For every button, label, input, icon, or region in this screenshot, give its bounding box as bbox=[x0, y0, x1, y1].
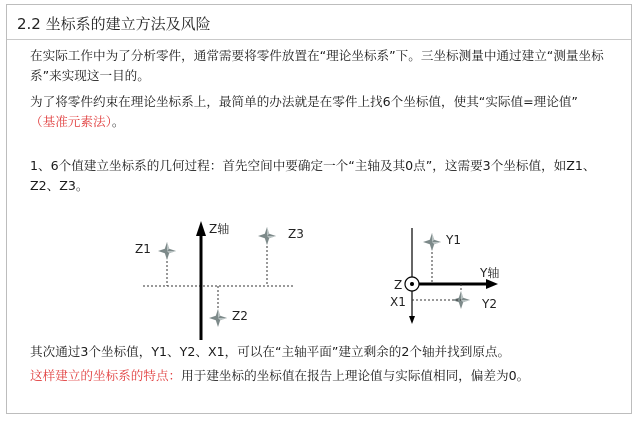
z-axis-label: Z轴 bbox=[209, 222, 230, 236]
z1-label: Z1 bbox=[135, 242, 151, 256]
z3-label: Z3 bbox=[288, 227, 304, 241]
z1-marker bbox=[158, 242, 176, 260]
y-axis-arrowhead bbox=[486, 279, 498, 289]
right-diagram bbox=[390, 228, 499, 324]
origin-dot bbox=[410, 282, 414, 286]
intro-text: 为了将零件约束在理论坐标系上，最简单的办法就是在零件上找6个坐标值，使其“实际值=理论值” bbox=[30, 94, 578, 109]
x-axis-arrowhead bbox=[409, 316, 415, 324]
intro-suffix: 。 bbox=[111, 114, 125, 129]
z-label: Z bbox=[394, 278, 403, 292]
intro-paragraph: 在实际工作中为了分析零件，通常需要将零件放置在“理论坐标系”下。三坐标测量中通过建立“测量坐标系”来实现这一目的。 bbox=[30, 48, 604, 83]
step-2-text: 其次通过3个坐标值，Y1、Y2、X1，可以在“主轴平面”建立剩余的2个轴并找到原点。 bbox=[30, 344, 511, 359]
z2-marker bbox=[209, 309, 227, 327]
conclusion-text bbox=[30, 366, 620, 386]
conclusion-rest: 用于建坐标的坐标值在报告上理论值与实际值相同，偏差为0。 bbox=[181, 368, 530, 383]
z2-label: Z2 bbox=[232, 309, 248, 323]
y1-label: Y1 bbox=[446, 233, 461, 247]
method-name: （基准元素法） bbox=[30, 114, 112, 129]
y-axis-label: Y轴 bbox=[480, 266, 500, 280]
x1-label: X1 bbox=[390, 295, 406, 309]
step-1-text: 1、6个值建立坐标系的几何过程：首先空间中要确定一个“主轴及其0点”，这需要3个坐标值，如Z1、Z2、Z3。 bbox=[30, 158, 596, 193]
z3-marker bbox=[258, 227, 276, 245]
conclusion-highlight: 这样建立的坐标系的特点： bbox=[30, 368, 182, 383]
z-axis-arrowhead bbox=[196, 221, 206, 236]
y2-label: Y2 bbox=[482, 297, 497, 311]
y1-marker bbox=[423, 233, 441, 251]
section-title: 2.2 坐标系的建立方法及风险 bbox=[17, 15, 211, 33]
left-diagram bbox=[135, 221, 304, 340]
